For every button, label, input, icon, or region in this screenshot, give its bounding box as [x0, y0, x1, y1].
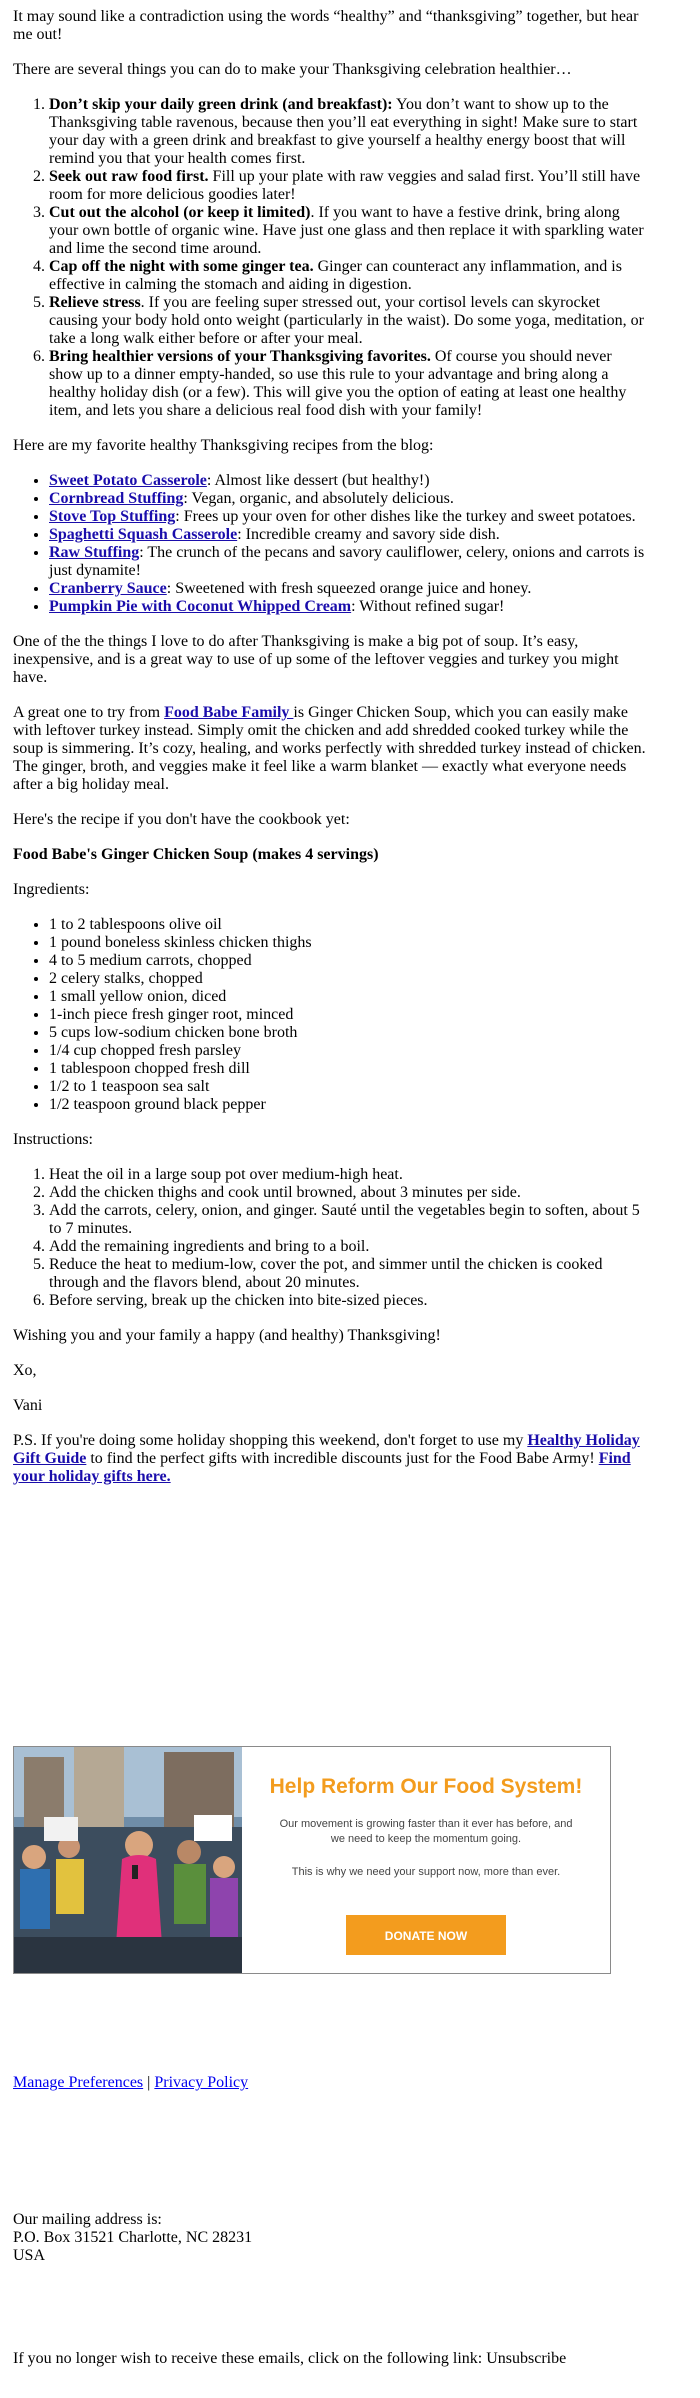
- soup-paragraph: One of the the things I love to do after Thanksgiving is make a big pot of soup. It’s easy, inexpensive, and is a great way to use of up some of the leftover veggies and turkey you might have.: [13, 633, 619, 686]
- recipe-item: [49, 490, 649, 508]
- signoff: Xo,: [13, 1362, 37, 1379]
- ingredient-item: • 2 celery stalks, chopped: [49, 970, 649, 988]
- recipe-link-stove-top-stuffing[interactable]: Stove Top Stuffing: [49, 508, 176, 525]
- instructions-list: [13, 1166, 649, 1310]
- ps-paragraph: P.S. If you're doing some holiday shopping this weekend, don't forget to use my Healthy Holiday Gift Guide to find the perfect gifts with incredible discounts just for the Food Babe Army! Find your holiday gifts here.: [13, 1432, 640, 1485]
- recipe-desc: : Vegan, organic, and absolutely delicious.: [183, 490, 454, 507]
- recipe-item: [49, 598, 649, 616]
- recipe-desc: : Without refined sugar!: [351, 598, 505, 615]
- recipes-intro: Here are my favorite healthy Thanksgiving recipes from the blog:: [13, 437, 434, 454]
- recipe-link-spaghetti-squash-casserole[interactable]: Spaghetti Squash Casserole: [49, 526, 238, 543]
- ingredients-list: [13, 916, 649, 1114]
- recipe-title: Food Babe's Ginger Chicken Soup (makes 4 servings): [13, 846, 379, 863]
- tip-text: . If you want to have a festive drink, bring along your own bottle of organic wine. Have just one glass and then replace it with sparkling water and lime the second time around.: [49, 204, 644, 257]
- recipe-link-raw-stuffing[interactable]: Raw Stuffing: [49, 544, 140, 561]
- recipe-desc: : Frees up your oven for other dishes like the turkey and sweet potatoes.: [175, 508, 636, 525]
- ingredient-item: • 1 to 2 tablespoons olive oil: [49, 916, 649, 934]
- recipe-item: [49, 526, 649, 544]
- donate-button[interactable]: DONATE NOW: [346, 1915, 506, 1955]
- tip-item: [49, 168, 649, 204]
- tip-title: Cut out the alcohol (or keep it limited): [49, 204, 311, 221]
- ingredient-item: • 1/2 teaspoon ground black pepper: [49, 1096, 649, 1114]
- recipe-desc: : Incredible creamy and savory side dish.: [237, 526, 500, 543]
- ingredient-item: • 1/4 cup chopped fresh parsley: [49, 1042, 649, 1060]
- address-line: P.O. Box 31521 Charlotte, NC 28231: [13, 2229, 253, 2246]
- tip-text: Ginger can counteract any inflammation, and is effective in calming the stomach and aiding in digestion.: [49, 258, 622, 293]
- manage-preferences-link[interactable]: Manage Preferences: [13, 2074, 144, 2091]
- ingredient-item: • 1 tablespoon chopped fresh dill: [49, 1060, 649, 1078]
- ingredient-item: • 5 cups low-sodium chicken bone broth: [49, 1024, 649, 1042]
- ingredient-item: • 1-inch piece fresh ginger root, minced: [49, 1006, 649, 1024]
- address-country: USA: [13, 2247, 46, 2264]
- privacy-policy-link[interactable]: Privacy Policy: [154, 2074, 249, 2091]
- ingredient-item: • 1/2 to 1 teaspoon sea salt: [49, 1078, 649, 1096]
- instruction-step: 6. Before serving, break up the chicken into bite-sized pieces.: [49, 1292, 649, 1310]
- tip-item: [49, 96, 649, 168]
- recipe-item: [49, 580, 649, 598]
- recipe-link-cranberry-sauce[interactable]: Cranberry Sauce: [49, 580, 167, 597]
- tip-title: Don’t skip your daily green drink (and breakfast):: [49, 96, 393, 113]
- instruction-step: 4. Add the remaining ingredients and bring to a boil.: [49, 1238, 649, 1256]
- tip-text: You don’t want to show up to the Thanksgiving table ravenous, because then you’ll eat everything in sight! Make sure to start your day with a green drink and breakfast to give yourself a healthy energy boost that will remind you that your health comes first.: [49, 96, 638, 167]
- recipe-desc: : Sweetened with fresh squeezed orange juice and honey.: [166, 580, 532, 597]
- instruction-step: 3. Add the carrots, celery, onion, and ginger. Sauté until the vegetables begin to soften, about 5 to 7 minutes.: [49, 1202, 649, 1238]
- unsubscribe-notice[interactable]: If you no longer wish to receive these emails, click on the following link: Unsubscribe: [13, 2350, 567, 2367]
- link-separator: |: [143, 2074, 155, 2091]
- ingredients-label: Ingredients:: [13, 881, 90, 898]
- tip-text: Fill up your plate with raw veggies and salad first. You’ll still have room for more delicious goodies later!: [49, 168, 641, 203]
- recipe-link-pumpkin-pie[interactable]: Pumpkin Pie with Coconut Whipped Cream: [49, 598, 352, 615]
- donation-banner[interactable]: [13, 1746, 611, 1974]
- soup-paragraph: A great one to try from Food Babe Family is Ginger Chicken Soup, which you can easily make with leftover turkey instead. Simply omit the chicken and add shredded cooked turkey while the soup is simmering. It’s cozy, healing, and works perfectly with shredded turkey instead of chicken. The ginger, broth, and veggies make it feel like a warm blanket — exactly what everyone needs after a big holiday meal.: [13, 704, 646, 793]
- tip-title: Seek out raw food first.: [49, 168, 209, 185]
- intro-paragraph: It may sound like a contradiction using the words “healthy” and “thanksgiving” together, but hear me out!: [13, 8, 639, 43]
- tips-list: [13, 96, 649, 420]
- tip-text: . If you are feeling super stressed out, your cortisol levels can skyrocket causing your body hold onto weight (particularly in the waist). Do some yoga, meditation, or take a long walk either before or after your meal.: [49, 294, 644, 347]
- instructions-label: Instructions:: [13, 1131, 93, 1148]
- closing-line: Wishing you and your family a happy (and healthy) Thanksgiving!: [13, 1327, 441, 1344]
- tip-item: [49, 258, 649, 294]
- banner-body: Our movement is growing faster than it ever has before, and we need to keep the momentum going.: [279, 1818, 573, 1845]
- ingredient-item: • 1 small yellow onion, diced: [49, 988, 649, 1006]
- recipe-item: [49, 544, 649, 580]
- recipe-desc: : The crunch of the pecans and savory cauliflower, celery, onions and carrots is just dynamite!: [49, 544, 645, 579]
- tip-text: Of course you should never show up to a dinner empty-handed, so use this rule to your advantage and bring along a healthy holiday dish (or a few). This will give you the option of eating at least one healthy item, and lets you share a delicious real food dish with your family!: [49, 348, 627, 419]
- holiday-gifts-link[interactable]: Find your holiday gifts here.: [13, 1450, 631, 1485]
- signature: Vani: [13, 1397, 43, 1414]
- email-body: [13, 8, 649, 1503]
- banner-headline: Help Reform Our Food System!: [269, 1775, 583, 1798]
- tip-item: [49, 294, 649, 348]
- recipe-desc: : Almost like dessert (but healthy!): [206, 472, 430, 489]
- gift-guide-link[interactable]: Healthy Holiday Gift Guide: [13, 1432, 640, 1467]
- instruction-step: 5. Reduce the heat to medium-low, cover the pot, and simmer until the chicken is cooked through and the flavors blend, about 20 minutes.: [49, 1256, 649, 1292]
- mailing-address: [13, 2211, 252, 2265]
- address-label: Our mailing address is:: [13, 2211, 162, 2228]
- ingredient-item: • 1 pound boneless skinless chicken thighs: [49, 934, 649, 952]
- intro-paragraph: There are several things you can do to make your Thanksgiving celebration healthier…: [13, 61, 572, 78]
- banner-content: [242, 1747, 610, 1973]
- recipe-link-cornbread-stuffing[interactable]: Cornbread Stuffing: [49, 490, 184, 507]
- recipe-link-sweet-potato-casserole[interactable]: Sweet Potato Casserole: [49, 472, 207, 489]
- recipe-item: [49, 508, 649, 526]
- banner-body: This is why we need your support now, more than ever.: [291, 1866, 561, 1878]
- rally-photo: [14, 1747, 242, 1973]
- food-babe-family-link[interactable]: Food Babe Family: [164, 704, 294, 721]
- recipe-intro: Here's the recipe if you don't have the cookbook yet:: [13, 811, 350, 828]
- tip-title: Cap off the night with some ginger tea.: [49, 258, 314, 275]
- recipes-list: [13, 472, 649, 616]
- tip-item: [49, 348, 649, 420]
- instruction-step: 1. Heat the oil in a large soup pot over medium-high heat.: [49, 1166, 649, 1184]
- footer-links: [13, 2074, 248, 2092]
- tip-title: Relieve stress: [49, 294, 141, 311]
- instruction-step: 2. Add the chicken thighs and cook until browned, about 3 minutes per side.: [49, 1184, 649, 1202]
- recipe-item: [49, 472, 649, 490]
- ingredient-item: • 4 to 5 medium carrots, chopped: [49, 952, 649, 970]
- tip-title: Bring healthier versions of your Thanksgiving favorites.: [49, 348, 431, 365]
- tip-item: [49, 204, 649, 258]
